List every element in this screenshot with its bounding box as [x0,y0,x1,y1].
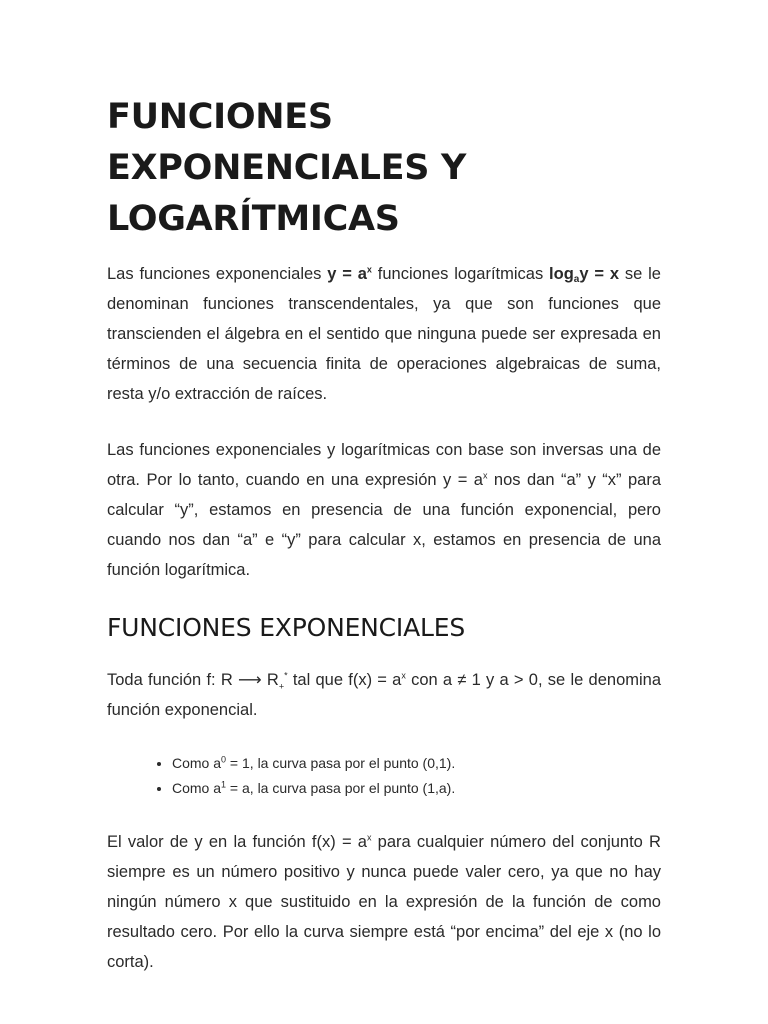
list-item-text-2: = 1, la curva pasa por el punto (0,1). [226,755,456,771]
definition-paragraph [107,665,661,725]
list-item-exponent: 1 [221,779,227,790]
definition-exponent: x [401,670,406,681]
logarithmic-formula-log: log [549,265,574,283]
value-paragraph [107,827,661,977]
inverse-text-1: Las funciones exponenciales y logarítmicas con base son inversas una de otra. Por lo tanto, cuando en una expresión y = a [107,441,661,489]
list-item-text-1: Como a [172,755,222,771]
value-text-1: El valor de y en la función f(x) = a [107,833,367,851]
list-item-exponent: 0 [221,754,227,765]
intro-text-2: funciones logarítmicas [371,265,550,283]
list-item-text-2: = a, la curva pasa por el punto (1,a). [226,780,456,796]
list-item-text-1: Como a [172,780,222,796]
inverse-text-2: nos dan “a” y “x” para calcular “y”, estamos en presencia de una función exponencial, pero cuando nos dan “a” e “y” para calcular x, estamos en presencia de una función logarítmica. [107,471,661,579]
definition-text-1: Toda función f: R ⟶ R [107,671,279,689]
section-heading: FUNCIONES EXPONENCIALES [107,613,465,642]
intro-paragraph [107,259,661,409]
list-item [172,751,661,776]
page-title [107,92,661,245]
exponential-formula [327,265,372,283]
exponential-formula-base: y = a [327,265,367,283]
intro-text-1: Las funciones exponenciales [107,265,328,283]
inverse-exponent: x [482,470,488,481]
definition-text-3: con a ≠ 1 y a > 0, se le denomina función exponencial. [107,671,662,719]
definition-subscript: + [278,681,285,692]
list-item [172,776,661,801]
intro-text-3: se le denominan funciones transcendentales, ya que son funciones que transcienden el álgebra en el sentido que ninguna puede ser expresada en términos de una secuencia finita de operaciones algebraicas de suma, resta y/o extracción de raíces. [107,265,661,403]
title-line-2: LOGARÍTMICAS [107,199,400,239]
definition-text-2: tal que f(x) = a [287,671,402,689]
exponential-formula-exponent: x [366,264,372,275]
logarithmic-formula-base: a [573,274,580,285]
definition-superscript: * [284,670,288,681]
value-text-2: para cualquier número del conjunto R siempre es un número positivo y nunca puede valer cero, ya que no hay ningún número x que sustituido en la expresión de la función de como resultado cero. Por ello la curva siempre está “por encima” del eje x (no lo corta). [107,833,661,971]
title-line-1: FUNCIONES EXPONENCIALES Y [107,97,467,188]
logarithmic-formula [549,265,619,283]
property-list [107,751,661,801]
value-exponent: x [366,832,372,843]
logarithmic-formula-rest: y = x [579,265,620,283]
inverse-paragraph [107,435,661,585]
